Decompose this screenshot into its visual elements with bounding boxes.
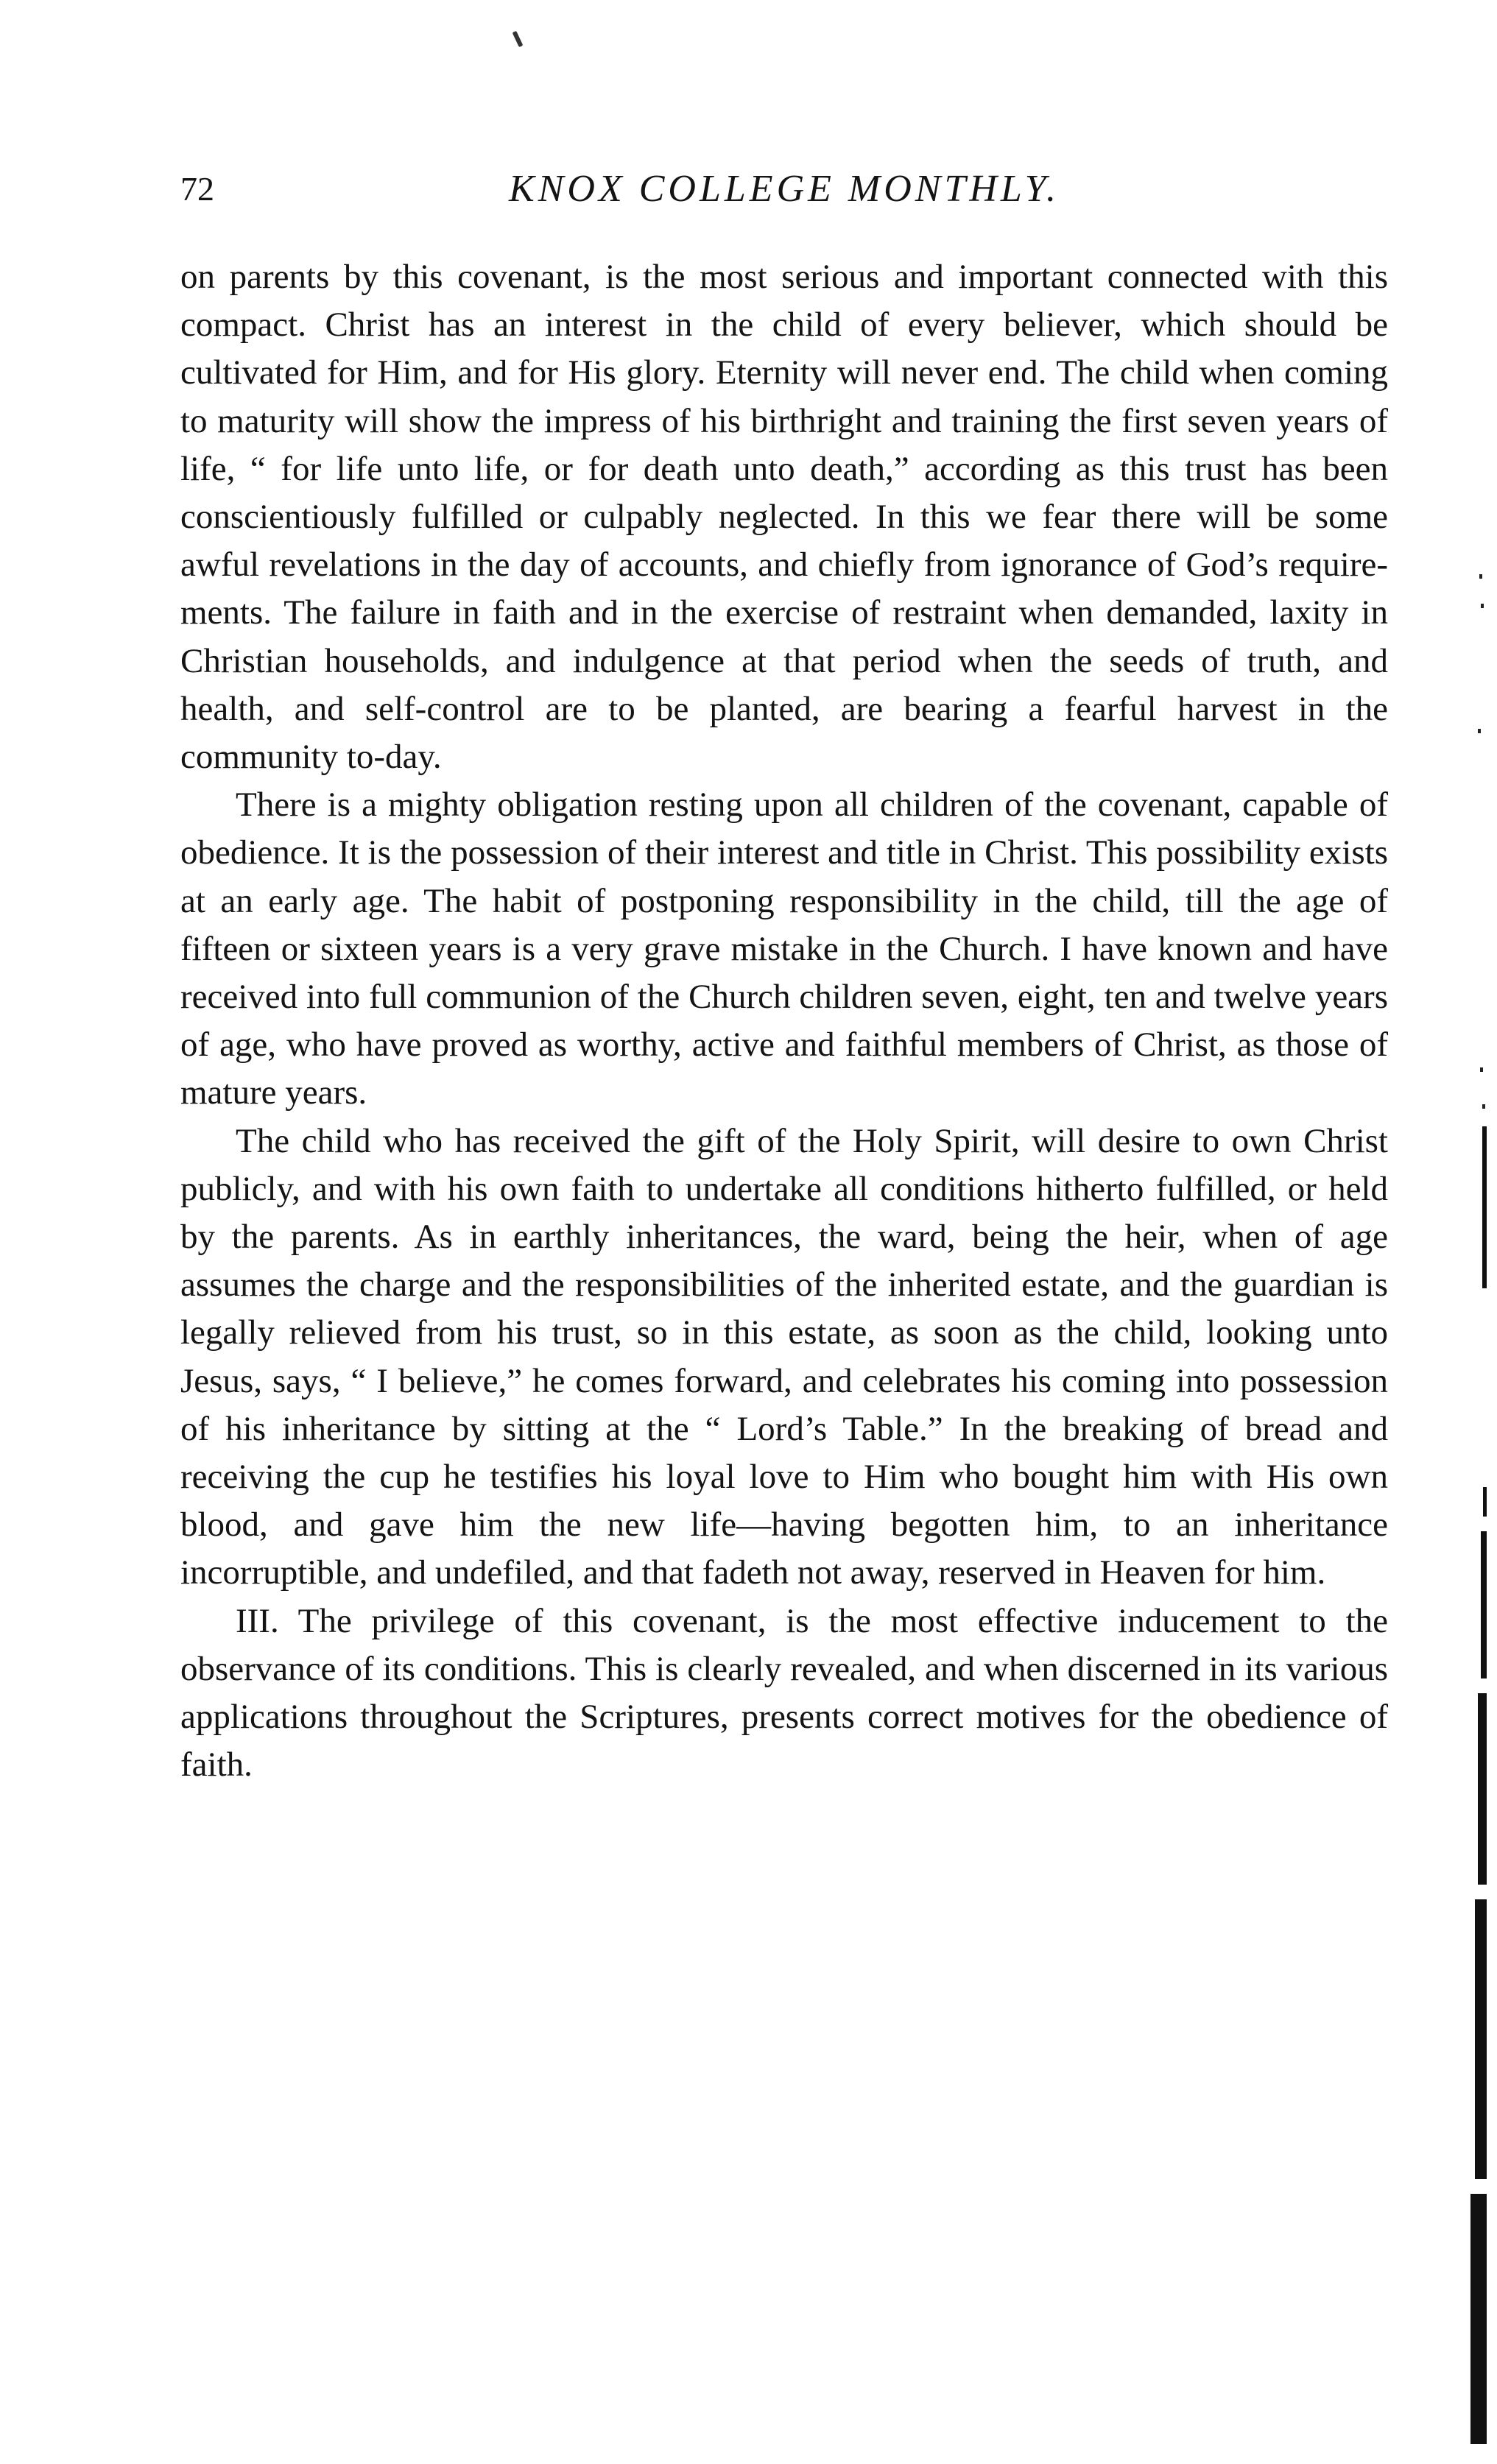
paragraph-4: III. The privilege of this covenant, is the most effective inducement to the observance of its conditions. This is clearly revealed, and when discerned in its various applications throughout the Scriptures, presents correct motives for the obedience of faith. [180,1601,1388,1785]
page-number: 72 [180,170,214,208]
running-head [180,163,1388,215]
paragraph-1: on parents by this covenant, is the most serious and important connected with this compact. Christ has an interest in the child of every believer, which should be cultivated for Him, and for His glory. Eternity will never end. The child when coming to maturity will show the impress of his birthright and training the first seven years of life, “ for life unto life, or for death unto death,” according as this trust has been conscientiously fulfilled or culpably neglected. In this we fear there will be some awful revelations in the day of accounts, and chiefly from ignorance of God’s requirements. The failure in faith and in the exercise of restraint when demanded, laxity in Christian households, and indulgence at that period when the seeds of truth, and health, and self-control are to be planted, are bearing a fearful harvest in the community to-day. [180,258,1388,777]
paragraph-3: The child who has received the gift of the Holy Spirit, will desire to own Christ publicly, and with his own faith to undertake all conditions hitherto fulfilled, or held by the parents. As in earthly inheritances, the ward, being the heir, when of age assumes the charge and the responsibilities of the inherited estate, and the guardian is legally relieved from his trust, so in this estate, as soon as the child, looking unto Jesus, says, “ I believe,” he comes forward, and celebrates his coming into possession of his inheritance by sitting at the “ Lord’s Table.” In the breaking of bread and receiving the cup he testifies his loyal love to Him who bought him with His own blood, and gave him the new life—having begotten him, to an inheritance incorruptible, and undefiled, and that fadeth not away, reserved in Heaven for him. [180,1121,1388,1592]
paragraph-2: There is a mighty obligation resting upon all children of the covenant, capable of obedience. It is the possession of their interest and title in Christ. This possibility exists at an early age. The habit of postponing responsibility in the child, till the age of fifteen or sixteen years is a very grave mistake in the Church. I have known and have received into full communion of the Church children seven, eight, ten and twelve years of age, who have proved as worthy, active and faithful members of Christ, as those of mature years. [180,786,1388,1112]
binding-edge [1464,0,1497,2464]
journal-title: KNOX COLLEGE MONTHLY. [509,168,1060,210]
ink-speck [512,31,524,47]
body-text [180,253,1388,1790]
